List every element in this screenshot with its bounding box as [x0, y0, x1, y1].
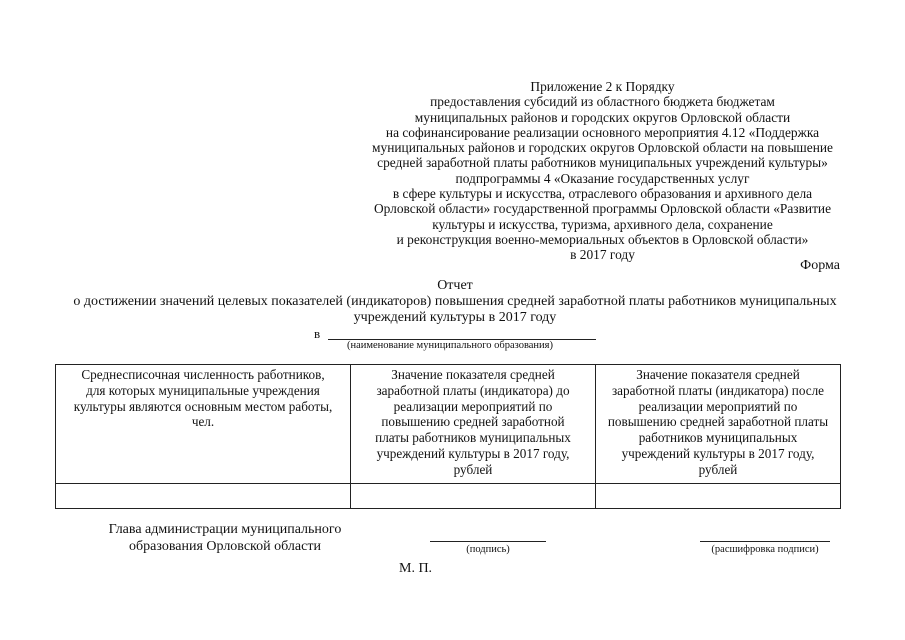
- header-line: повышению средней заработной платы: [607, 414, 829, 430]
- annex-line: предоставления субсидий из областного бюджета бюджетам: [430, 94, 775, 110]
- header-line: работников муниципальных: [638, 430, 798, 446]
- annex-header: [330, 79, 875, 263]
- header-line: рублей: [453, 461, 493, 477]
- header-line: для которых муниципальные учреждения: [86, 382, 320, 398]
- table-header-row: [56, 365, 841, 484]
- signature-line[interactable]: [430, 541, 546, 542]
- header-line: платы работников муниципальных: [375, 430, 571, 446]
- header-line: Среднесписочная численность работников,: [81, 367, 325, 382]
- annex-line: Орловской области» государственной программы Орловской области «Развитие: [373, 201, 832, 217]
- header-line: Значение показателя средней: [391, 367, 555, 382]
- header-line: повышению средней заработной: [381, 414, 565, 430]
- municipality-prefix: в: [314, 326, 321, 341]
- report-title: [30, 278, 880, 326]
- header-line: реализации мероприятий по: [638, 398, 798, 414]
- report-title-line: о достижении значений целевых показателей (индикаторов) повышения средней заработной платы работников муниципальных: [73, 294, 837, 309]
- header-line: Значение показателя средней: [636, 367, 800, 382]
- annex-line: в сфере культуры и искусства, отраслевого образования и архивного дела: [392, 186, 813, 202]
- header-line: заработной платы (индикатора) до: [376, 382, 570, 398]
- cell-headcount-value[interactable]: [56, 484, 351, 509]
- header-line: рублей: [698, 461, 738, 477]
- header-line: чел.: [191, 414, 215, 430]
- annex-line: средней заработной платы работников муниципальных учреждений культуры»: [377, 155, 828, 171]
- header-line: реализации мероприятий по: [393, 398, 553, 414]
- header-line: учреждений культуры в 2017 году,: [621, 445, 815, 461]
- header-line: заработной платы (индикатора) после: [611, 382, 825, 398]
- annex-line: подпрограммы 4 «Оказание государственных услуг: [455, 170, 750, 186]
- annex-line: Приложение 2 к Порядку: [530, 79, 675, 94]
- column-header-salary-before: [351, 365, 596, 484]
- cell-salary-after-value[interactable]: [596, 484, 841, 509]
- header-line: культуры являются основным местом работы,: [73, 398, 333, 414]
- table-row: [56, 484, 841, 509]
- signatory-line: Глава администрации муниципального: [108, 522, 342, 537]
- signature-decoding-line[interactable]: [700, 541, 830, 542]
- form-label: Форма: [800, 258, 840, 273]
- signature-decoding-caption: (расшифровка подписи): [711, 544, 819, 555]
- indicators-table: [55, 364, 841, 509]
- annex-line: муниципальных районов и городских округов Орловской области на повышение: [372, 140, 833, 156]
- annex-line: и реконструкция военно-мемориальных объектов в Орловской области»: [396, 231, 809, 247]
- report-heading: Отчет: [437, 278, 473, 293]
- annex-line: в 2017 году: [570, 247, 635, 263]
- annex-line: на софинансирование реализации основного мероприятия 4.12 «Поддержка: [385, 124, 820, 140]
- municipality-caption: (наименование муниципального образования): [346, 340, 554, 351]
- column-header-headcount: [56, 365, 351, 484]
- stamp-place-label: М. П.: [399, 561, 433, 576]
- signature-caption: (подпись): [466, 544, 510, 555]
- report-title-line: учреждений культуры в 2017 году: [353, 310, 557, 325]
- column-header-salary-after: [596, 365, 841, 484]
- cell-salary-before-value[interactable]: [351, 484, 596, 509]
- header-line: учреждений культуры в 2017 году,: [376, 445, 570, 461]
- annex-line: культуры и искусства, туризма, архивного дела, сохранение: [432, 216, 773, 232]
- signatory-line: образования Орловской области: [129, 539, 321, 554]
- signatory-title: [85, 521, 365, 555]
- annex-line: муниципальных районов и городских округов Орловской области: [414, 109, 791, 125]
